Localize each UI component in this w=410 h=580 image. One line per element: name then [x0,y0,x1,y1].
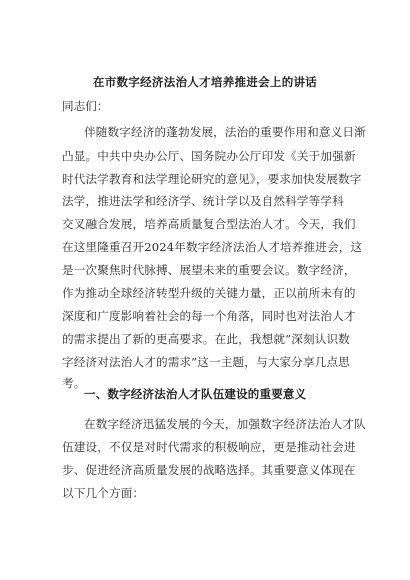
paragraph-line: 在这里隆重召开2024年数字经济法治人才培养推进会，这 [62,240,363,254]
paragraph-line: 是一次聚焦时代脉搏、展望未来的重要会议。数字经济， [62,263,356,277]
paragraph-line: 凸显。中共中央办公厅、国务院办公厅印发《关于加强新 [62,149,356,163]
paragraph-line: 伴随数字经济的蓬勃发展，法治的重要作用和意义日渐 [84,125,366,139]
paragraph-line: 字经济对法治人才的需求”这一主题，与大家分享几点思 [62,355,350,369]
paragraph-line: 作为推动全球经济转型升级的关键力量，正以前所未有的 [62,286,356,300]
paragraph-line: 以下几个方面： [62,486,145,500]
document-title: 在市数字经济法治人才培养推进会上的讲话 [92,75,318,89]
paragraph-line: 在数字经济迅猛发展的今天，加强数字经济法治人才队 [84,417,366,431]
paragraph-line: 伍建设，不仅是对时代需求的积极响应，更是推动社会进 [62,440,356,454]
paragraph-line: 法学，推进法学和经济学、统计学以及自然科学等学科 [62,194,344,208]
paragraph-line: 的需求提出了新的更高要求。在此，我想就“深刻认识数 [62,332,350,346]
greeting: 同志们： [62,99,109,113]
paragraph-line: 步、促进经济高质量发展的战略选择。其重要意义体现在 [62,463,356,477]
section-heading: 一、数字经济法治人才队伍建设的重要意义 [84,387,307,401]
paragraph-line: 时代法学教育和法学理论研究的意见》，要求加快发展数字 [62,172,362,186]
paragraph-line: 考。 [62,376,86,390]
paragraph-line: 深度和广度影响着社会的每一个角落，同时也对法治人才 [62,309,356,323]
paragraph-line: 交叉融合发展，培养高质量复合型法治人才。今天，我们 [62,217,356,231]
